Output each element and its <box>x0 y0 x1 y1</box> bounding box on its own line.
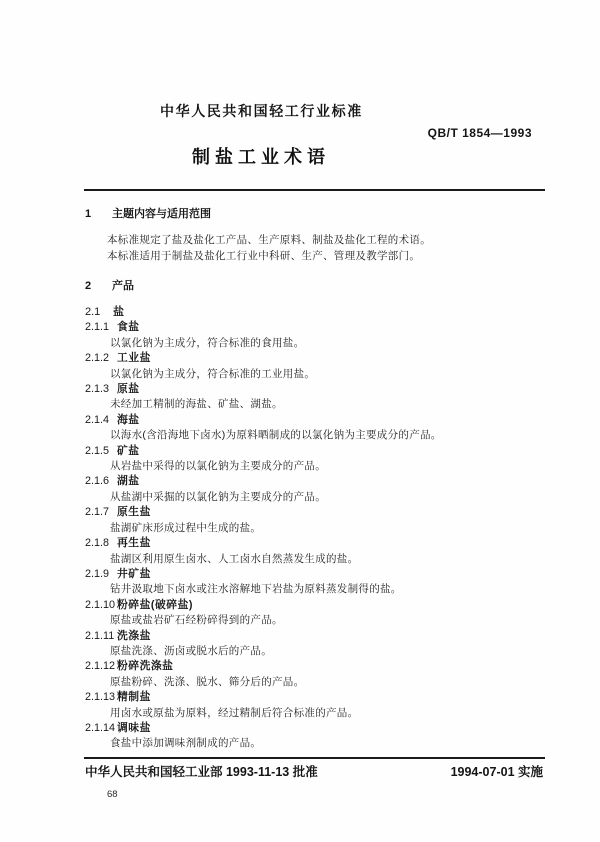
section-number: 2 <box>85 280 92 292</box>
term-line <box>85 474 545 489</box>
page-number: 68 <box>107 789 118 800</box>
term-name: 原生盐 <box>117 506 151 519</box>
term-entry <box>85 690 545 721</box>
term-number: 2.1.5 <box>85 444 110 457</box>
term-name: 食盐 <box>117 321 140 334</box>
term-name: 湖盐 <box>117 475 140 488</box>
term-definition: 钻井汲取地下卤水或注水溶解地下岩盐为原料蒸发制得的盐。 <box>110 583 402 596</box>
term-line <box>85 567 545 582</box>
section-title: 产品 <box>112 280 134 292</box>
term-line <box>85 351 545 366</box>
terms-list <box>85 320 545 751</box>
subsection-heading-salt <box>85 305 545 320</box>
term-name: 粉碎盐(破碎盐) <box>117 598 193 611</box>
term-line <box>85 413 545 428</box>
term-definition: 原盐或盐岩矿石经粉碎得到的产品。 <box>110 614 283 627</box>
term-name: 原盐 <box>117 383 140 396</box>
term-entry <box>85 444 545 475</box>
term-entry <box>85 629 545 660</box>
document-title: 制盐工业术语 <box>192 147 330 167</box>
term-line <box>85 505 545 520</box>
term-line <box>85 629 545 644</box>
term-line <box>85 444 545 459</box>
term-entry <box>85 505 545 536</box>
footer <box>85 762 543 780</box>
term-number: 2.1.12 <box>85 660 116 673</box>
term-number: 2.1.4 <box>85 413 110 426</box>
scope-paragraphs <box>85 232 545 264</box>
term-name: 海盐 <box>117 413 140 426</box>
term-entry <box>85 567 545 598</box>
term-number: 2.1.8 <box>85 537 110 550</box>
term-line <box>85 690 545 705</box>
term-line <box>85 659 545 674</box>
term-line <box>85 536 545 551</box>
term-entry <box>85 351 545 382</box>
term-name: 井矿盐 <box>117 567 151 580</box>
section-title: 主题内容与适用范围 <box>112 208 211 220</box>
term-definition: 未经加工精制的海盐、矿盐、湖盐。 <box>110 398 283 411</box>
term-definition: 盐湖矿床形成过程中生成的盐。 <box>110 521 262 534</box>
standard-number: QB/T 1854—1993 <box>427 126 532 140</box>
term-number: 2.1.9 <box>85 567 110 580</box>
term-definition: 从盐湖中采掘的以氯化钠为主要成分的产品。 <box>110 490 326 503</box>
term-line <box>85 320 545 335</box>
approval-note: 中华人民共和国轻工业部 1993-11-13 批准 <box>85 765 318 779</box>
term-number: 2.1.3 <box>85 383 110 396</box>
term-name: 再生盐 <box>117 537 151 550</box>
document-body <box>85 206 545 752</box>
term-number: 2.1.10 <box>85 598 116 611</box>
term-number: 2.1.6 <box>85 475 110 488</box>
term-definition: 盐湖区利用原生卤水、人工卤水自然蒸发生成的盐。 <box>110 552 359 565</box>
term-definition: 从岩盐中采得的以氯化钠为主要成分的产品。 <box>110 460 326 473</box>
term-entry <box>85 598 545 629</box>
term-entry <box>85 320 545 351</box>
term-entry <box>85 721 545 752</box>
term-number: 2.1.7 <box>85 506 110 519</box>
header-rule <box>84 189 545 191</box>
term-number: 2.1.14 <box>85 721 116 734</box>
term-number: 2.1.2 <box>85 352 110 365</box>
term-entry <box>85 474 545 505</box>
term-definition: 以氯化钠为主成分，符合标准的工业用盐。 <box>110 367 316 380</box>
subsection-title: 盐 <box>113 306 124 318</box>
standard-type-heading: 中华人民共和国轻工行业标准 <box>160 103 363 119</box>
term-definition: 原盐粉碎、洗涤、脱水、筛分后的产品。 <box>110 675 305 688</box>
footer-rule <box>84 757 545 759</box>
term-entry <box>85 536 545 567</box>
term-definition: 以氯化钠为主成分，符合标准的食用盐。 <box>110 336 305 349</box>
scope-paragraph: 本标准规定了盐及盐化工产品、生产原料、制盐及盐化工程的术语。 <box>107 234 431 246</box>
section-heading-products <box>85 278 545 294</box>
term-name: 粉碎洗涤盐 <box>117 660 174 673</box>
section-heading-scope <box>85 206 545 222</box>
term-entry <box>85 413 545 444</box>
subsection-number: 2.1 <box>85 306 101 318</box>
term-name: 工业盐 <box>117 352 151 365</box>
term-definition: 用卤水或原盐为原料，经过精制后符合标准的产品。 <box>110 706 359 719</box>
term-name: 精制盐 <box>117 691 151 704</box>
term-name: 矿盐 <box>117 444 140 457</box>
term-definition: 以海水(含沿海地下卤水)为原料晒制成的以氯化钠为主要成分的产品。 <box>110 429 442 442</box>
term-line <box>85 382 545 397</box>
term-number: 2.1.1 <box>85 321 110 334</box>
term-line <box>85 598 545 613</box>
term-definition: 食盐中添加调味剂制成的产品。 <box>110 737 262 750</box>
section-number: 1 <box>85 208 92 220</box>
term-entry <box>85 382 545 413</box>
term-number: 2.1.11 <box>85 629 115 642</box>
term-definition: 原盐洗涤、沥卤或脱水后的产品。 <box>110 644 272 657</box>
scope-paragraph: 本标准适用于制盐及盐化工行业中科研、生产、管理及教学部门。 <box>107 250 421 262</box>
term-entry <box>85 659 545 690</box>
term-name: 调味盐 <box>117 721 151 734</box>
term-number: 2.1.13 <box>85 691 116 704</box>
term-name: 洗涤盐 <box>117 629 151 642</box>
term-line <box>85 721 545 736</box>
implementation-note: 1994-07-01 实施 <box>450 765 543 779</box>
